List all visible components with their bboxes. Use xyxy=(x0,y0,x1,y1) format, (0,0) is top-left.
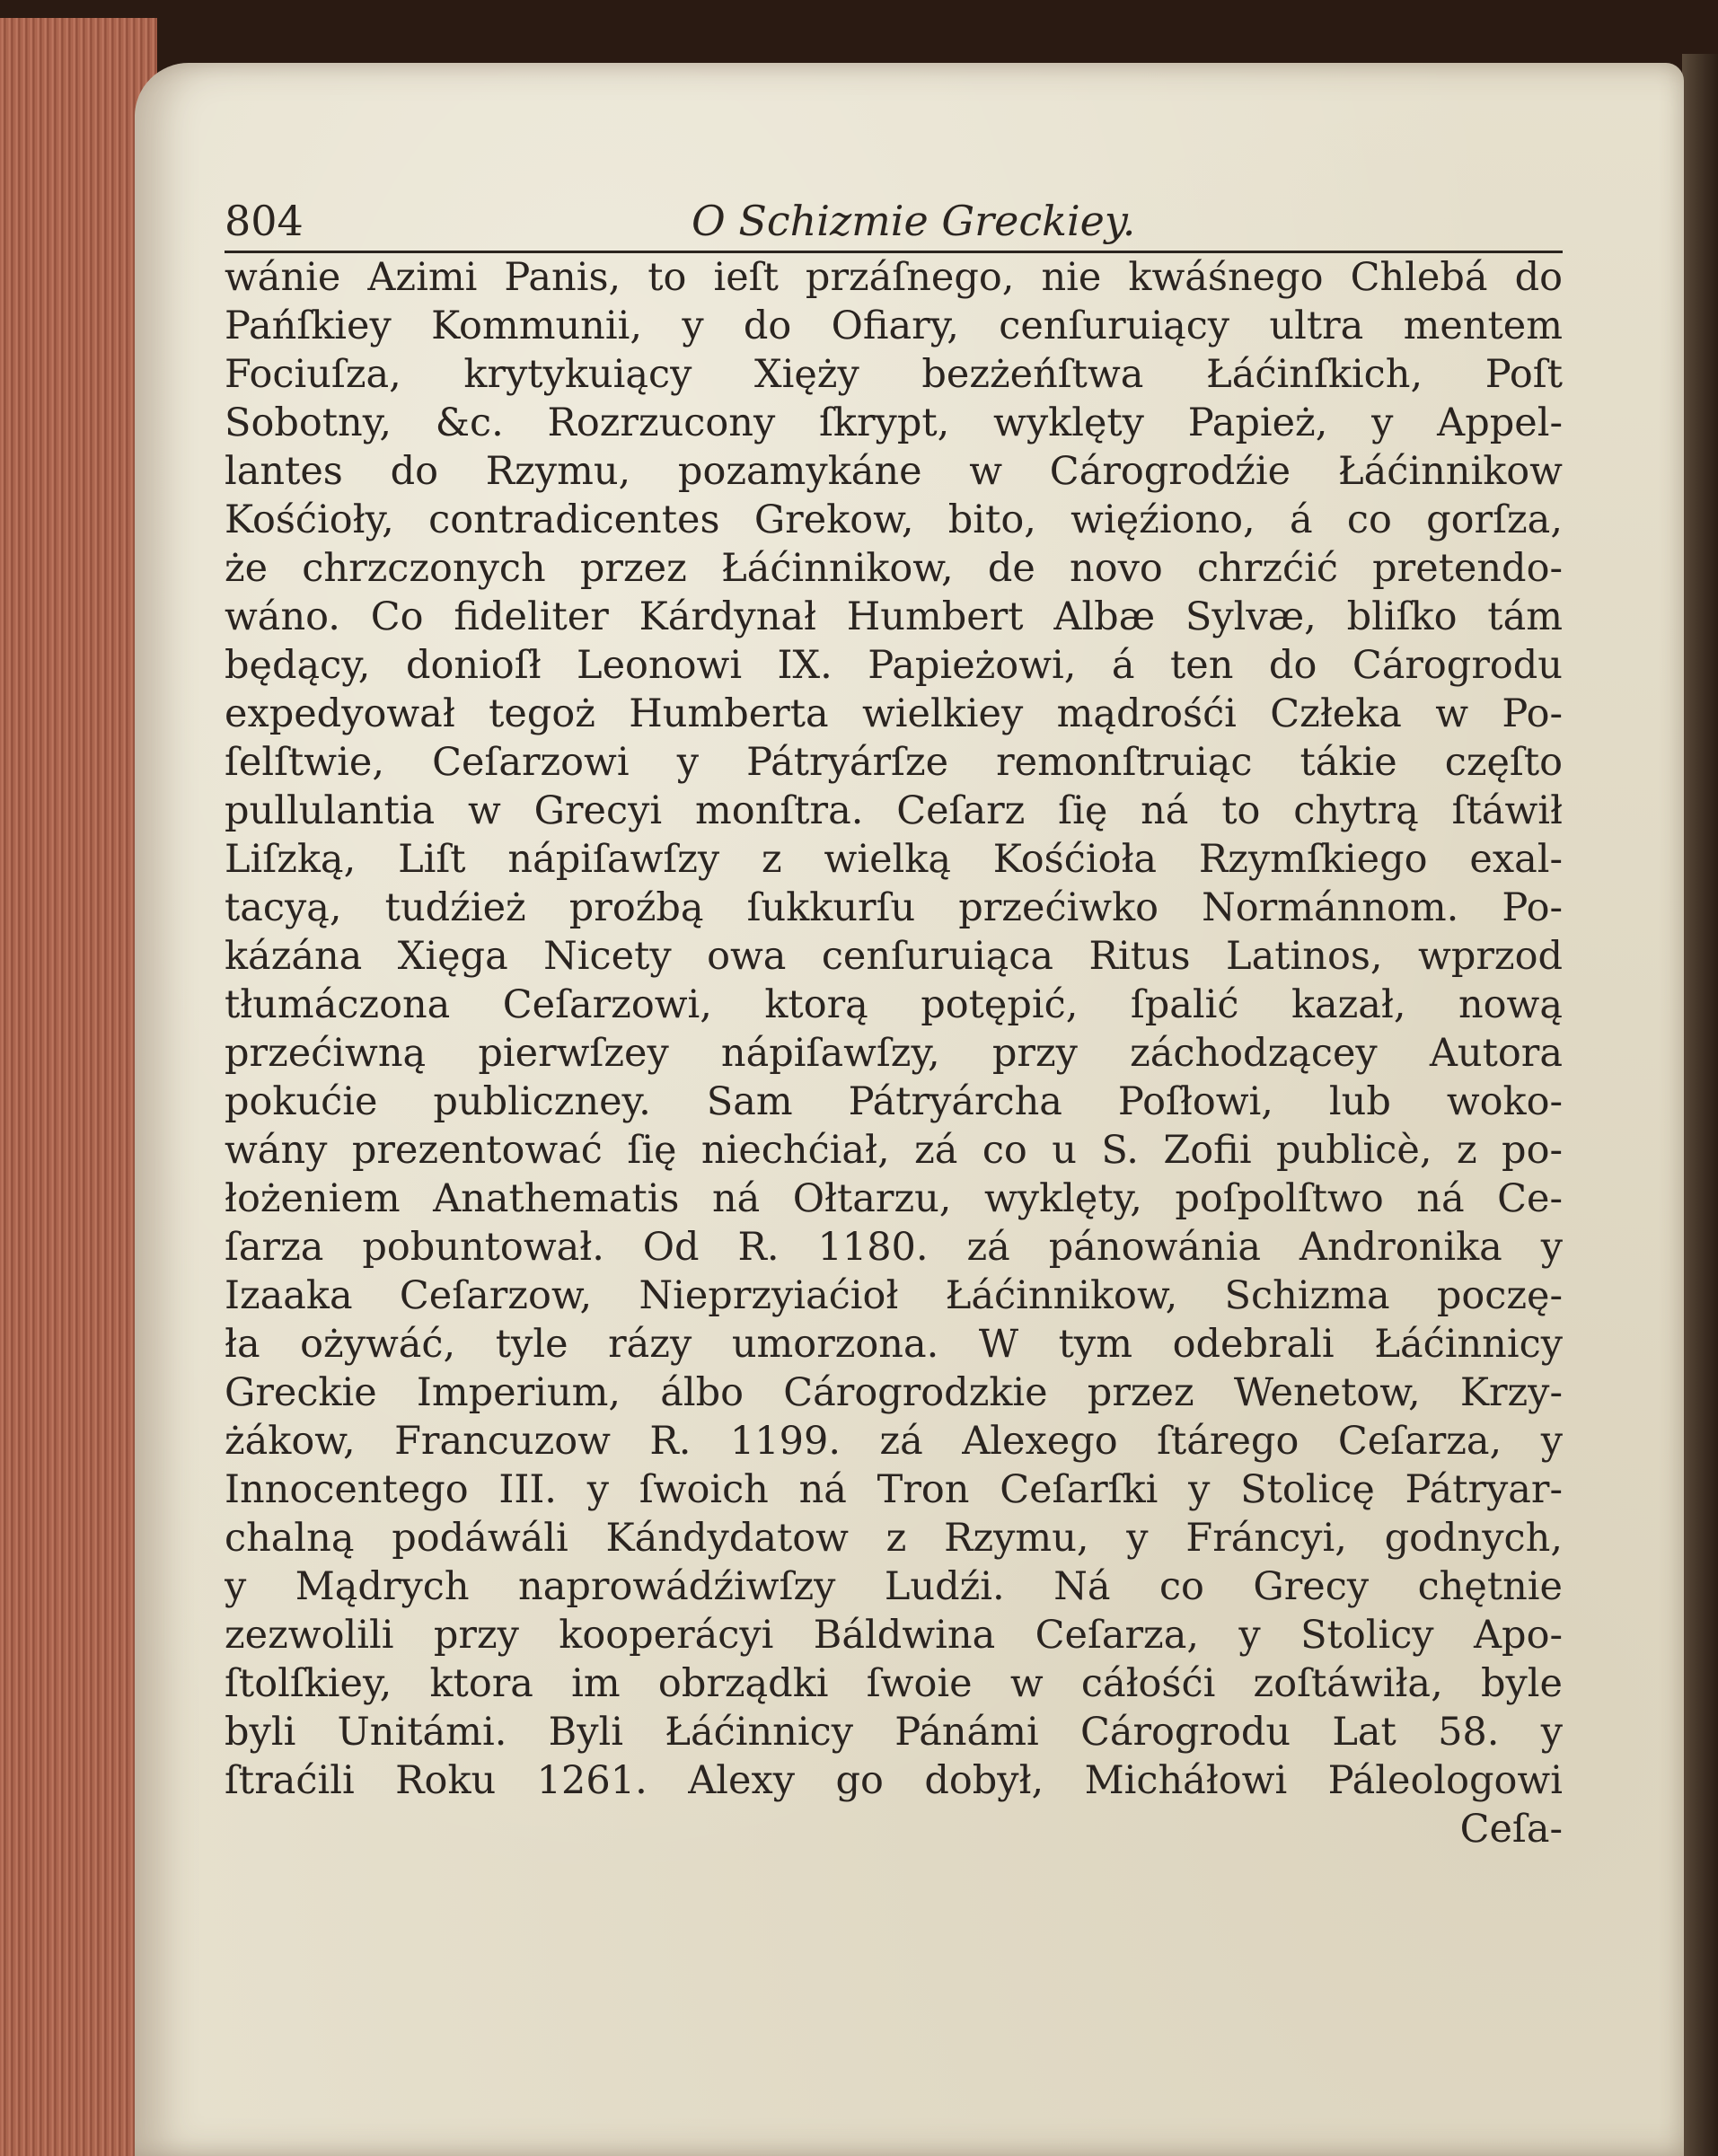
catchword: Ceſa- xyxy=(1459,1807,1563,1852)
text-line: y Mądrych naprowádźiwſzy Ludźi. Ná co Grecy chętnie xyxy=(225,1564,1563,1609)
text-line: Liſzką, Liſt nápiſawſzy z wielką Kośćioła Rzymſkiego exal- xyxy=(225,837,1563,882)
text-line: pokućie publiczney. Sam Pátryárcha Poſłowi, lub woko- xyxy=(225,1079,1563,1124)
text-line: chalną podáwáli Kándydatow z Rzymu, y Fráncyi, godnych, xyxy=(225,1516,1563,1561)
text-line: ſtraćili Roku 1261. Alexy go dobył, Micháłowi Páleologowi xyxy=(225,1758,1563,1803)
text-line: kázána Xięga Nicety owa cenſuruiąca Ritus Latinos, wprzod xyxy=(225,934,1563,979)
text-line: lantes do Rzymu, pozamykáne w Cárogrodźie Łáćinnikow xyxy=(225,449,1563,494)
text-line: wáno. Co fideliter Kárdynał Humbert Albæ Sylvæ, bliſko tám xyxy=(225,594,1563,639)
text-line: tłumáczona Ceſarzowi, ktorą potępić, ſpalić kazał, nową xyxy=(225,982,1563,1027)
text-line: Izaaka Ceſarzow, Nieprzyiaćioł Łáćinnikow, Schizma poczę- xyxy=(225,1273,1563,1318)
text-line: żákow, Francuzow R. 1199. zá Alexego ſtárego Ceſarza, y xyxy=(225,1419,1563,1464)
text-line: że chrzczonych przez Łáćinnikow, de novo chrzćić pretendo- xyxy=(225,546,1563,591)
text-line: pullulantia w Grecyi monſtra. Ceſarz ſię ná to chytrą ſtáwił xyxy=(225,788,1563,833)
text-line: tacyą, tudźież proźbą ſukkurſu przećiwko Normánnom. Po- xyxy=(225,885,1563,930)
text-line: ſarza pobuntował. Od R. 1180. zá pánowánia Andronika y xyxy=(225,1225,1563,1270)
text-line: zezwolili przy kooperácyi Báldwina Ceſarza, y Stolicy Apo- xyxy=(225,1613,1563,1658)
book-right-edge xyxy=(1682,54,1718,2156)
text-line: wánie Azimi Panis, to ieſt przáſnego, nie kwáśnego Chlebá do xyxy=(225,255,1563,300)
text-line: ła ożywáć, tyle rázy umorzona. W tym odebrali Łáćinnicy xyxy=(225,1322,1563,1367)
text-line: byli Unitámi. Byli Łáćinnicy Pánámi Cárogrodu Lat 58. y xyxy=(225,1710,1563,1755)
text-line: ſtolſkiey, ktora im obrządki ſwoie w cáłośći zoſtáwiła, byle xyxy=(225,1661,1563,1706)
running-head-title: O Schizmie Greckiey. xyxy=(692,197,1136,245)
text-line: przećiwną pierwſzey nápiſawſzy, przy záchodzącey Autora xyxy=(225,1031,1563,1076)
text-line: wány prezentować ſię niechćiał, zá co u S. Zofii publicè, z po- xyxy=(225,1128,1563,1173)
running-head xyxy=(225,193,1563,253)
text-line: Greckie Imperium, álbo Cárogrodzkie przez Wenetow, Krzy- xyxy=(225,1370,1563,1415)
text-line: expedyował tegoż Humberta wielkiey mądrośći Człeka w Po- xyxy=(225,691,1563,736)
text-line: ſelſtwie, Ceſarzowi y Pátryárſze remonſtruiąc tákie częſto xyxy=(225,740,1563,785)
text-line: Pańſkiey Kommunii, y do Ofiary, cenſuruiący ultra mentem xyxy=(225,304,1563,348)
text-line: Kośćioły, contradicentes Grekow, bito, więźiono, á co gorſza, xyxy=(225,497,1563,542)
text-line: będący, donioſł Leonowi IX. Papieżowi, á ten do Cárogrodu xyxy=(225,643,1563,688)
body-text xyxy=(225,253,1563,1853)
book-page-edges xyxy=(0,18,157,2156)
text-line: Sobotny, &c. Rozrzucony ſkrypt, wyklęty Papież, y Appel- xyxy=(225,400,1563,445)
page-number: 804 xyxy=(225,197,304,245)
text-line: Fociuſza, krytykuiący Xięży bezżeńſtwa Łáćinſkich, Poſt xyxy=(225,352,1563,397)
text-line: Innocentego III. y ſwoich ná Tron Ceſarſki y Stolicę Pátryar- xyxy=(225,1467,1563,1512)
text-line: łożeniem Anathematis ná Ołtarzu, wyklęty, poſpolſtwo ná Ce- xyxy=(225,1176,1563,1221)
